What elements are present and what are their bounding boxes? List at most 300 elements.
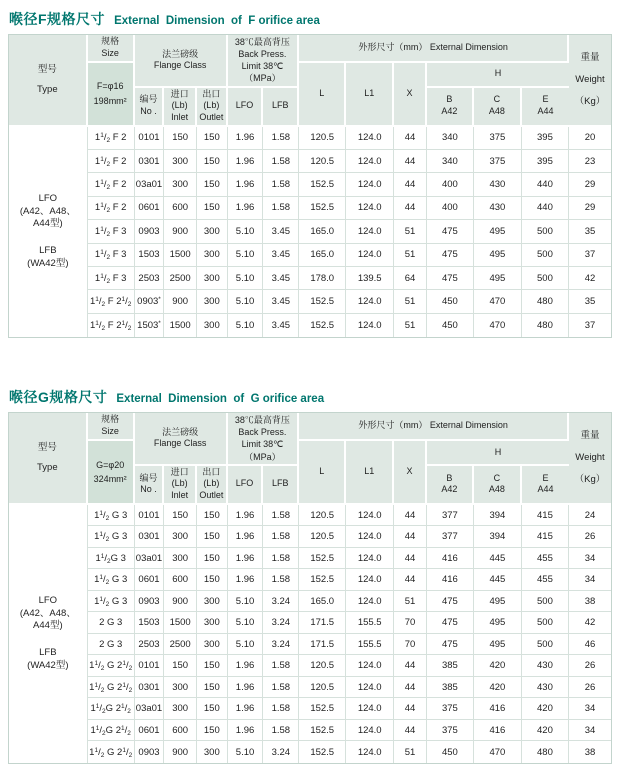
header-inlet: 进口(Lb) Inlet [164, 466, 197, 505]
spec-cell: $1^1/_2$ G 3 [88, 526, 135, 548]
data-cell: 51 [394, 314, 427, 337]
table-row [9, 314, 611, 337]
data-cell: 300 [197, 314, 228, 337]
data-cell: 0601 [135, 197, 165, 220]
data-cell: 1.58 [263, 548, 299, 570]
data-cell: 5.10 [228, 244, 264, 267]
data-cell: 2500 [164, 634, 197, 656]
spec-cell: $1^1/_2$ G 3 [88, 505, 135, 527]
data-cell: 300 [197, 290, 228, 313]
data-cell: 150 [197, 677, 228, 699]
data-cell: 51 [394, 741, 427, 763]
g-table-body [9, 505, 611, 763]
model-type-label: LFB (WA42型) [27, 647, 69, 671]
data-cell: 0903 [135, 741, 165, 763]
data-cell: 500 [522, 634, 569, 656]
spec-cell: $1^1/_2$ F $2^1/_2$ [88, 290, 135, 313]
data-cell: 124.0 [346, 591, 394, 613]
data-cell: 51 [394, 290, 427, 313]
data-cell: 3.45 [263, 314, 299, 337]
model-type-label: LFB (WA42型) [27, 245, 69, 270]
data-cell: 430 [474, 197, 522, 220]
f-table-header [9, 35, 611, 127]
data-cell: 1.96 [228, 173, 264, 196]
data-cell: 5.10 [228, 267, 264, 290]
spec-cell: $1^1/_2$ G 3 [88, 569, 135, 591]
data-cell: 165.0 [299, 244, 346, 267]
data-cell: 34 [569, 720, 611, 742]
spec-cell: $1^1/_2G$ 3 [88, 548, 135, 570]
data-cell: 300 [164, 173, 197, 196]
table-row [9, 634, 611, 656]
header-dim-x: X [394, 63, 427, 127]
data-cell: 150 [197, 655, 228, 677]
data-cell: 340 [427, 150, 474, 173]
data-cell: 44 [394, 698, 427, 720]
data-cell: 415 [522, 505, 569, 527]
header-part-no: 编号 No . [135, 466, 165, 505]
data-cell: 1.58 [263, 127, 299, 150]
data-cell: 3.45 [263, 290, 299, 313]
header-weight: 重量 Weight （Kg） [569, 413, 611, 505]
data-cell: 120.5 [299, 677, 346, 699]
data-cell: 495 [474, 244, 522, 267]
header-model-type: 型号 Type [9, 413, 88, 505]
header-dim-l: L [299, 63, 346, 127]
data-cell: 900 [164, 591, 197, 613]
data-cell: 165.0 [299, 591, 346, 613]
spec-cell: $1^1/_2$ F 3 [88, 267, 135, 290]
data-cell: 0101 [135, 127, 165, 150]
data-cell: 475 [427, 634, 474, 656]
data-cell: 26 [569, 526, 611, 548]
data-cell: 2503 [135, 267, 165, 290]
data-cell: 5.10 [228, 741, 264, 763]
table-row [9, 290, 611, 313]
data-cell: 500 [522, 220, 569, 243]
data-cell: 150 [197, 720, 228, 742]
header-dim-l1: L1 [346, 63, 394, 127]
data-cell: 124.0 [346, 244, 394, 267]
header-flange-class: 法兰磅级 Flange Class [135, 413, 228, 466]
data-cell: 300 [197, 267, 228, 290]
data-cell: 475 [427, 591, 474, 613]
data-cell: 34 [569, 569, 611, 591]
header-lfb: LFB [263, 466, 299, 505]
data-cell: 139.5 [346, 267, 394, 290]
data-cell: 124.0 [346, 548, 394, 570]
data-cell: 155.5 [346, 612, 394, 634]
data-cell: 37 [569, 314, 611, 337]
data-cell: 300 [197, 220, 228, 243]
data-cell: 152.5 [299, 569, 346, 591]
header-row-1 [9, 35, 611, 63]
data-cell: 44 [394, 505, 427, 527]
f-table-body [9, 127, 611, 338]
data-cell: 124.0 [346, 173, 394, 196]
table-row [9, 548, 611, 570]
data-cell: 42 [569, 267, 611, 290]
table-row [9, 612, 611, 634]
data-cell: 0903 [135, 220, 165, 243]
table-row [9, 526, 611, 548]
data-cell: 152.5 [299, 314, 346, 337]
data-cell: 42 [569, 612, 611, 634]
header-dim-h: H [427, 63, 569, 88]
data-cell: 1.58 [263, 197, 299, 220]
data-cell: 600 [164, 569, 197, 591]
data-cell: 416 [474, 698, 522, 720]
data-cell: 450 [427, 290, 474, 313]
data-cell: 0301 [135, 526, 165, 548]
data-cell: 0101 [135, 655, 165, 677]
data-cell: 44 [394, 677, 427, 699]
data-cell: 1.96 [228, 698, 264, 720]
spec-cell: $1^1/_2$ G 3 [88, 591, 135, 613]
data-cell: 1.96 [228, 655, 264, 677]
data-cell: 51 [394, 244, 427, 267]
data-cell: 500 [522, 267, 569, 290]
data-cell: 1.96 [228, 569, 264, 591]
spec-cell: $1^1/_2$ F 2 [88, 173, 135, 196]
data-cell: 1.58 [263, 698, 299, 720]
data-cell: 1.96 [228, 548, 264, 570]
data-cell: 500 [522, 591, 569, 613]
data-cell: 5.10 [228, 220, 264, 243]
data-cell: 300 [164, 150, 197, 173]
data-cell: 495 [474, 634, 522, 656]
table-row [9, 655, 611, 677]
data-cell: 394 [474, 505, 522, 527]
f-table-frame [8, 34, 612, 338]
data-cell: 120.5 [299, 526, 346, 548]
data-cell: 1.58 [263, 150, 299, 173]
data-cell: 150 [197, 526, 228, 548]
data-cell: 150 [197, 127, 228, 150]
data-cell: 29 [569, 173, 611, 196]
data-cell: 2500 [164, 267, 197, 290]
data-cell: 124.0 [346, 290, 394, 313]
data-cell: 1.96 [228, 197, 264, 220]
data-cell: 35 [569, 290, 611, 313]
g-orifice-section [8, 338, 612, 764]
data-cell: 152.5 [299, 290, 346, 313]
spec-cell: $1^1/_2$ F 3 [88, 220, 135, 243]
data-cell: 455 [522, 548, 569, 570]
data-cell: 37 [569, 244, 611, 267]
data-cell: 1.58 [263, 655, 299, 677]
data-cell: 470 [474, 314, 522, 337]
data-cell: 26 [569, 655, 611, 677]
data-cell: 385 [427, 655, 474, 677]
header-outlet: 出口(Lb) Outlet [197, 88, 228, 127]
data-cell: 1503 [135, 612, 165, 634]
spec-cell: $1^1/_2G$ $2^1/_2$ [88, 698, 135, 720]
spec-cell: $1^1/_2$ G $2^1/_2$ [88, 655, 135, 677]
data-cell: 1.96 [228, 150, 264, 173]
data-cell: 470 [474, 741, 522, 763]
data-cell: 34 [569, 548, 611, 570]
data-cell: 495 [474, 220, 522, 243]
header-dim-e-a44: E A44 [522, 88, 569, 127]
data-cell: 900 [164, 741, 197, 763]
header-back-pressure: 38℃最高背压 Back Press. Limit 38℃ （MPa） [228, 413, 300, 466]
data-cell: 900 [164, 220, 197, 243]
spec-cell: $1^1/_2$ F 2 [88, 197, 135, 220]
data-cell: 416 [427, 569, 474, 591]
f-section-title [9, 9, 612, 29]
header-lfb: LFB [263, 88, 299, 127]
data-cell: 24 [569, 505, 611, 527]
data-cell: 46 [569, 634, 611, 656]
header-inlet: 进口(Lb) Inlet [164, 88, 197, 127]
g-spec-table [9, 413, 611, 763]
g-title-english: External Dimension of G orifice area [116, 393, 325, 406]
header-dim-l: L [299, 441, 346, 505]
data-cell: 152.5 [299, 741, 346, 763]
data-cell: 1500 [164, 612, 197, 634]
data-cell: 495 [474, 612, 522, 634]
data-cell: 1.96 [228, 505, 264, 527]
header-lfo: LFO [228, 88, 264, 127]
header-back-pressure: 38℃最高背压 Back Press. Limit 38℃ （MPa） [228, 35, 300, 88]
model-type-label: LFO (A42、A48、 A44型) [19, 594, 76, 632]
data-cell: 152.5 [299, 548, 346, 570]
header-row-2 [9, 441, 611, 466]
data-cell: 44 [394, 150, 427, 173]
data-cell: 1.96 [228, 127, 264, 150]
data-cell: 440 [522, 197, 569, 220]
data-cell: 475 [427, 244, 474, 267]
data-cell: 150 [197, 197, 228, 220]
data-cell: 3.24 [263, 741, 299, 763]
data-cell: 1.58 [263, 569, 299, 591]
data-cell: 5.10 [228, 612, 264, 634]
data-cell: 124.0 [346, 677, 394, 699]
data-cell: 3.24 [263, 591, 299, 613]
data-cell: 44 [394, 548, 427, 570]
table-row [9, 505, 611, 527]
data-cell: 300 [197, 244, 228, 267]
data-cell: 375 [474, 150, 522, 173]
data-cell: 165.0 [299, 220, 346, 243]
data-cell: 300 [164, 698, 197, 720]
data-cell: 455 [522, 569, 569, 591]
data-cell: 38 [569, 741, 611, 763]
data-cell: 23 [569, 150, 611, 173]
data-cell: 377 [427, 505, 474, 527]
data-cell: 150 [197, 173, 228, 196]
data-cell: 44 [394, 197, 427, 220]
data-cell: 150 [197, 505, 228, 527]
header-dim-c-a48: C A48 [474, 88, 522, 127]
table-row [9, 150, 611, 173]
data-cell: 120.5 [299, 127, 346, 150]
table-row [9, 698, 611, 720]
data-cell: 1503* [135, 314, 165, 337]
data-cell: 300 [197, 741, 228, 763]
data-cell: 400 [427, 173, 474, 196]
data-cell: 420 [522, 720, 569, 742]
data-cell: 51 [394, 220, 427, 243]
data-cell: 3.45 [263, 220, 299, 243]
header-dim-b-a42: B A42 [427, 88, 474, 127]
data-cell: 44 [394, 173, 427, 196]
data-cell: 03a01 [135, 548, 165, 570]
spec-cell: $1^1/_2$ F 3 [88, 244, 135, 267]
table-row [9, 569, 611, 591]
table-row [9, 244, 611, 267]
header-size-value: F=φ16 198mm² [88, 63, 135, 127]
data-cell: 124.0 [346, 150, 394, 173]
data-cell: 51 [394, 591, 427, 613]
header-external-dimension: 外形尺寸（mm） External Dimension [299, 413, 569, 441]
header-lfo: LFO [228, 466, 264, 505]
data-cell: 0301 [135, 150, 165, 173]
data-cell: 124.0 [346, 505, 394, 527]
data-cell: 44 [394, 569, 427, 591]
spec-cell: $1^1/_2$ F 2 [88, 150, 135, 173]
data-cell: 450 [427, 314, 474, 337]
data-cell: 415 [522, 526, 569, 548]
data-cell: 150 [164, 127, 197, 150]
header-outlet: 出口(Lb) Outlet [197, 466, 228, 505]
data-cell: 0903* [135, 290, 165, 313]
header-model-type: 型号 Type [9, 35, 88, 127]
data-cell: 420 [522, 698, 569, 720]
table-row [9, 741, 611, 763]
g-table-frame [8, 412, 612, 764]
data-cell: 124.0 [346, 220, 394, 243]
header-dim-x: X [394, 441, 427, 505]
data-cell: 1.58 [263, 677, 299, 699]
data-cell: 120.5 [299, 505, 346, 527]
data-cell: 1.58 [263, 526, 299, 548]
data-cell: 152.5 [299, 197, 346, 220]
model-type-label: LFO (A42、A48、 A44型) [19, 192, 76, 230]
data-cell: 03a01 [135, 698, 165, 720]
data-cell: 420 [474, 655, 522, 677]
data-cell: 38 [569, 591, 611, 613]
data-cell: 44 [394, 655, 427, 677]
data-cell: 64 [394, 267, 427, 290]
data-cell: 171.5 [299, 612, 346, 634]
data-cell: 29 [569, 197, 611, 220]
g-title-chinese: 喉径G规格尺寸 [9, 389, 108, 406]
model-type-cell [9, 505, 88, 763]
data-cell: 124.0 [346, 569, 394, 591]
g-table-header [9, 413, 611, 505]
data-cell: 495 [474, 267, 522, 290]
data-cell: 600 [164, 197, 197, 220]
data-cell: 500 [522, 244, 569, 267]
data-cell: 3.24 [263, 612, 299, 634]
data-cell: 5.10 [228, 314, 264, 337]
data-cell: 2503 [135, 634, 165, 656]
header-external-dimension: 外形尺寸（mm） External Dimension [299, 35, 569, 63]
data-cell: 3.45 [263, 244, 299, 267]
header-size: 规格 Size [88, 413, 135, 441]
data-cell: 500 [522, 612, 569, 634]
data-cell: 480 [522, 741, 569, 763]
data-cell: 5.10 [228, 634, 264, 656]
data-cell: 0301 [135, 677, 165, 699]
table-row [9, 127, 611, 150]
header-dim-l1: L1 [346, 441, 394, 505]
data-cell: 0101 [135, 505, 165, 527]
data-cell: 475 [427, 612, 474, 634]
data-cell: 0601 [135, 569, 165, 591]
data-cell: 44 [394, 127, 427, 150]
data-cell: 1500 [164, 244, 197, 267]
data-cell: 430 [522, 655, 569, 677]
data-cell: 377 [427, 526, 474, 548]
spec-cell: 2 G 3 [88, 634, 135, 656]
data-cell: 420 [474, 677, 522, 699]
data-cell: 3.45 [263, 267, 299, 290]
data-cell: 400 [427, 197, 474, 220]
data-cell: 124.0 [346, 127, 394, 150]
data-cell: 900 [164, 290, 197, 313]
data-cell: 300 [164, 548, 197, 570]
table-row [9, 267, 611, 290]
f-title-english: External Dimension of F orifice area [114, 15, 320, 27]
data-cell: 35 [569, 220, 611, 243]
data-cell: 1.96 [228, 526, 264, 548]
data-cell: 26 [569, 677, 611, 699]
spec-cell: $1^1/_2$ F $2^1/_2$ [88, 314, 135, 337]
data-cell: 480 [522, 314, 569, 337]
data-cell: 395 [522, 150, 569, 173]
spec-cell: $1^1/_2$ F 2 [88, 127, 135, 150]
f-spec-table [9, 35, 611, 337]
data-cell: 44 [394, 720, 427, 742]
data-cell: 450 [427, 741, 474, 763]
data-cell: 375 [427, 698, 474, 720]
data-cell: 430 [474, 173, 522, 196]
table-row [9, 173, 611, 196]
data-cell: 1.58 [263, 720, 299, 742]
table-row [9, 591, 611, 613]
data-cell: 1.96 [228, 677, 264, 699]
data-cell: 300 [197, 591, 228, 613]
data-cell: 03a01 [135, 173, 165, 196]
data-cell: 375 [427, 720, 474, 742]
data-cell: 150 [197, 569, 228, 591]
data-cell: 150 [197, 698, 228, 720]
data-cell: 120.5 [299, 150, 346, 173]
data-cell: 150 [164, 655, 197, 677]
data-cell: 120.5 [299, 655, 346, 677]
data-cell: 1.58 [263, 173, 299, 196]
data-cell: 124.0 [346, 720, 394, 742]
header-size: 规格 Size [88, 35, 135, 63]
spec-cell: $1^1/_2G$ $2^1/_2$ [88, 720, 135, 742]
data-cell: 416 [474, 720, 522, 742]
data-cell: 124.0 [346, 655, 394, 677]
header-dim-c-a48: C A48 [474, 466, 522, 505]
data-cell: 124.0 [346, 698, 394, 720]
data-cell: 124.0 [346, 741, 394, 763]
data-cell: 430 [522, 677, 569, 699]
data-cell: 124.0 [346, 314, 394, 337]
data-cell: 0903 [135, 591, 165, 613]
data-cell: 5.10 [228, 591, 264, 613]
data-cell: 416 [427, 548, 474, 570]
table-row [9, 197, 611, 220]
data-cell: 1503 [135, 244, 165, 267]
data-cell: 445 [474, 569, 522, 591]
